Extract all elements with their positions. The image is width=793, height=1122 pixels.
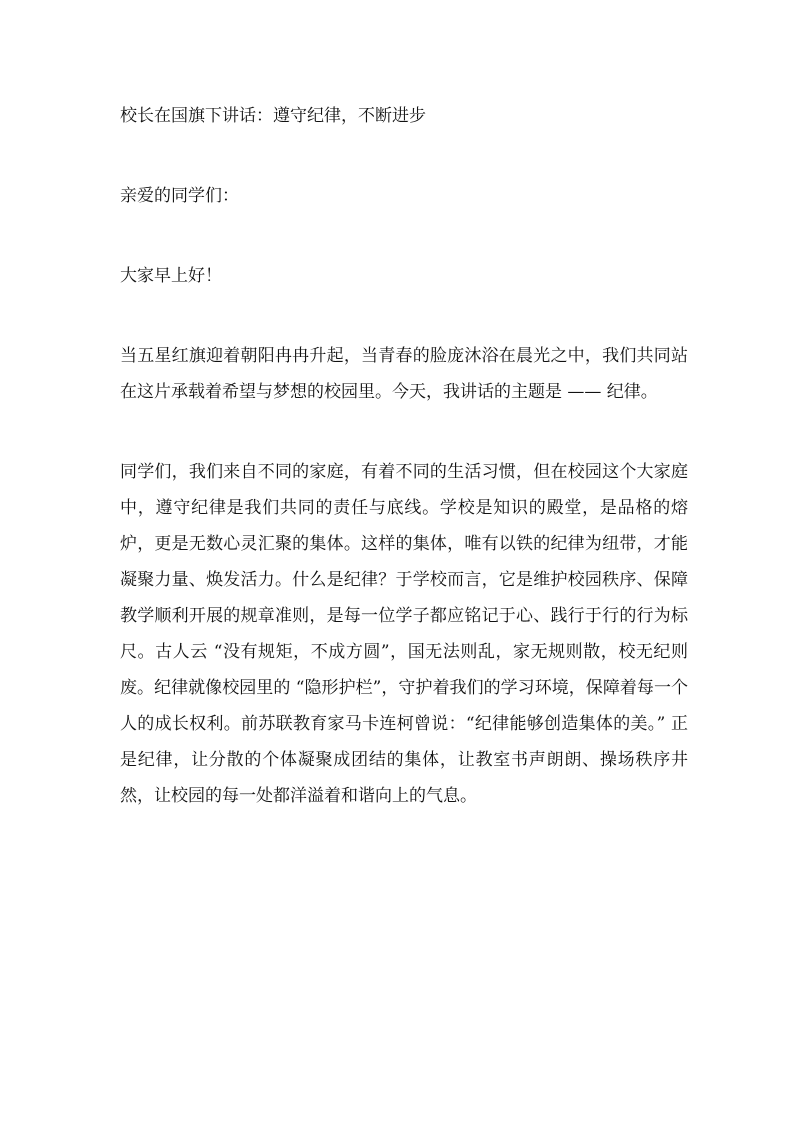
paragraph-intro: 当五星红旗迎着朝阳冉冉升起，当青春的脸庞沐浴在晨光之中，我们共同站在这片承载着希望与梦想的校园里。今天，我讲话的主题是 —— 纪律。 xyxy=(120,346,688,402)
greeting-line: 亲爱的同学们： xyxy=(120,186,239,206)
hello-line: 大家早上好！ xyxy=(120,266,222,286)
paragraph-discipline: 同学们，我们来自不同的家庭，有着不同的生活习惯，但在校园这个大家庭中，遵守纪律是我们共同的责任与底线。学校是知识的殿堂，是品格的熔炉，更是无数心灵汇聚的集体。这样的集体，唯有以铁的纪律为纽带，才能凝聚力量、焕发活力。什么是纪律？于学校而言，它是维护校园秩序、保障教学顺利开展的规章准则，是每一位学子都应铭记于心、践行于行的行为标尺。古人云 “没有规矩，不成方圆”，国无法则乱，家无规则散，校无纪则废。纪律就像校园里的 “隐形护栏”，守护着我们的学习环境，保障着每一个人的成长权利。前苏联教育家马卡连柯曾说：“纪律能够创造集体的美。” 正是纪律，让分散的个体凝聚成团结的集体，让教室书声朗朗、操场秩序井然，让校园的每一处都洋溢着和谐向上的气息。 xyxy=(120,462,688,806)
document-body xyxy=(120,98,688,814)
speech-title: 校长在国旗下讲话：遵守纪律，不断进步 xyxy=(120,106,426,126)
